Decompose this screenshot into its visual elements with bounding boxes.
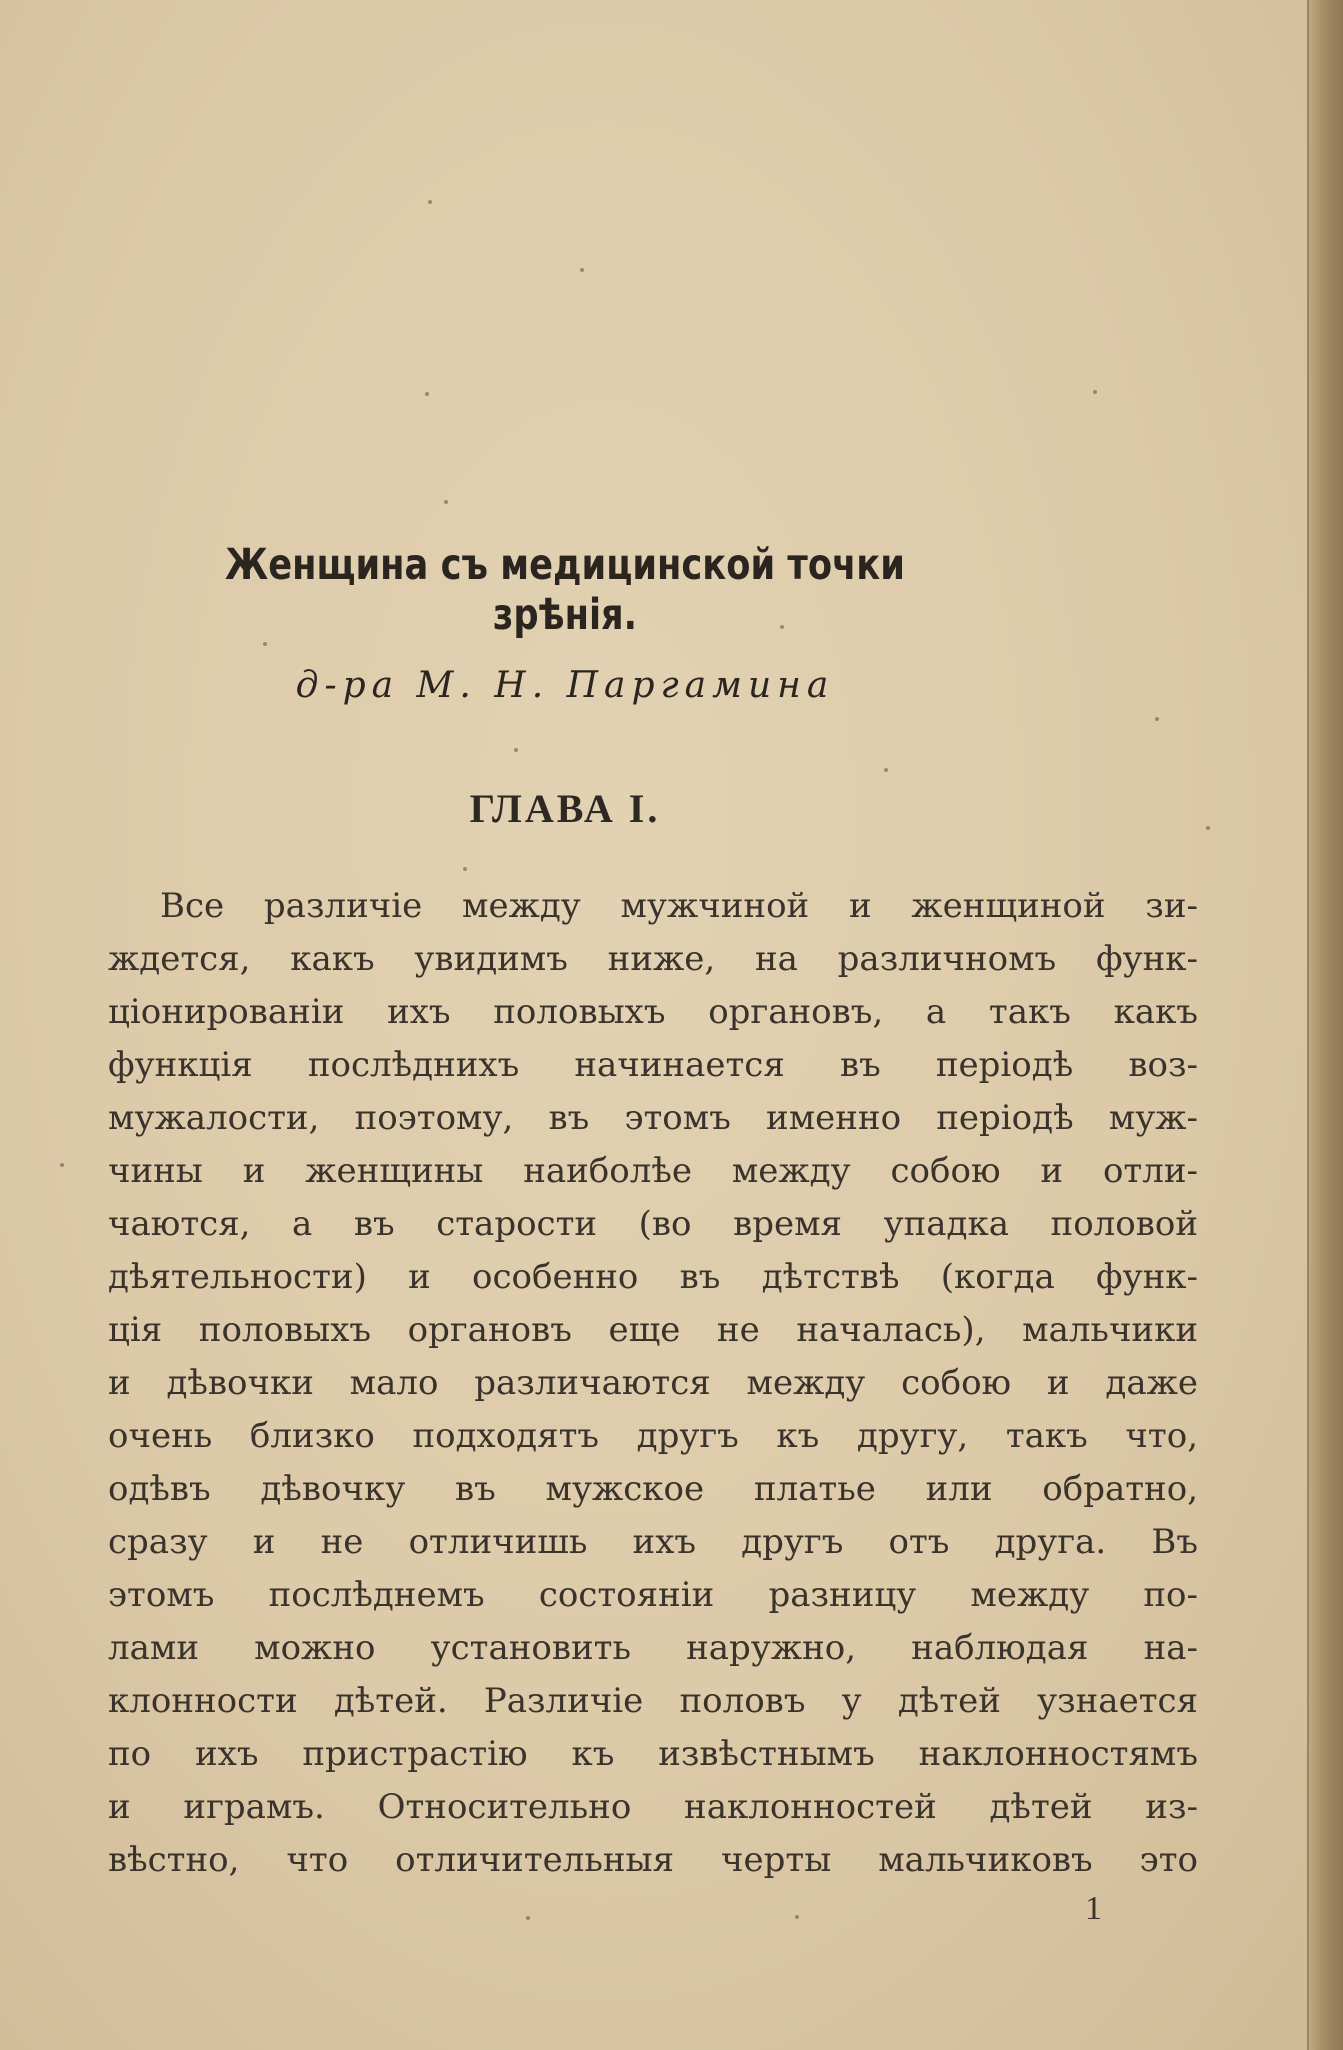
text-line: функція послѣднихъ начинается въ періодѣ воз- <box>108 1045 1198 1085</box>
text-line: ціонированіи ихъ половыхъ органовъ, а такъ какъ <box>108 992 1198 1032</box>
body-paragraph <box>108 880 1198 1887</box>
paper-speck <box>60 1163 64 1167</box>
paper-speck <box>1206 826 1210 830</box>
text-line: и дѣвочки мало различаются между собою и даже <box>108 1363 1198 1403</box>
text-line: по ихъ пристрастію къ извѣстнымъ наклонностямъ <box>108 1734 1198 1774</box>
chapter-heading: ГЛАВА I. <box>469 786 661 831</box>
text-line: чаются, а въ старости (во время упадка половой <box>108 1204 1198 1244</box>
paper-speck <box>263 642 267 646</box>
paper-speck <box>884 768 888 772</box>
text-line: чины и женщины наиболѣе между собою и отли- <box>108 1151 1198 1191</box>
text-line: вѣстно, что отличительныя черты мальчиковъ это <box>108 1840 1198 1880</box>
text-line: сразу и не отличишь ихъ другъ отъ друга. Въ <box>108 1522 1198 1562</box>
paper-speck <box>444 500 448 504</box>
author-byline: д-ра М. Н. Паргамина <box>295 665 835 706</box>
page-edge-shadow <box>1307 0 1343 2050</box>
paper-speck <box>580 268 584 272</box>
text-line: ція половыхъ органовъ еще не началась), мальчики <box>108 1310 1198 1350</box>
paper-speck <box>1093 390 1097 394</box>
text-line: мужалости, поэтому, въ этомъ именно періодѣ муж- <box>108 1098 1198 1138</box>
paper-speck <box>795 1915 799 1919</box>
paper-speck <box>428 200 432 204</box>
text-line: очень близко подходятъ другъ къ другу, такъ что, <box>108 1416 1198 1456</box>
paper-speck <box>1155 717 1159 721</box>
text-line: и играмъ. Относительно наклонностей дѣтей из- <box>108 1787 1198 1827</box>
text-line: лами можно установить наружно, наблюдая на- <box>108 1628 1198 1668</box>
paper-speck <box>425 392 429 396</box>
text-line: одѣвъ дѣвочку въ мужское платье или обратно, <box>108 1469 1198 1509</box>
document-title: Женщина съ медицинской точки зрѣнія. <box>225 540 905 640</box>
paper-speck <box>526 1916 530 1920</box>
text-line: клонности дѣтей. Различіе половъ у дѣтей узнается <box>108 1681 1198 1721</box>
text-line: ждется, какъ увидимъ ниже, на различномъ функ- <box>108 939 1198 979</box>
paper-speck <box>463 867 467 871</box>
text-line: этомъ послѣднемъ состояніи разницу между по- <box>108 1575 1198 1615</box>
text-line: дѣятельности) и особенно въ дѣтствѣ (когда функ- <box>108 1257 1198 1297</box>
page-number: 1 <box>1085 1890 1102 1927</box>
text-line: Все различіе между мужчиной и женщиной зи- <box>160 886 1198 926</box>
paper-speck <box>514 748 518 752</box>
